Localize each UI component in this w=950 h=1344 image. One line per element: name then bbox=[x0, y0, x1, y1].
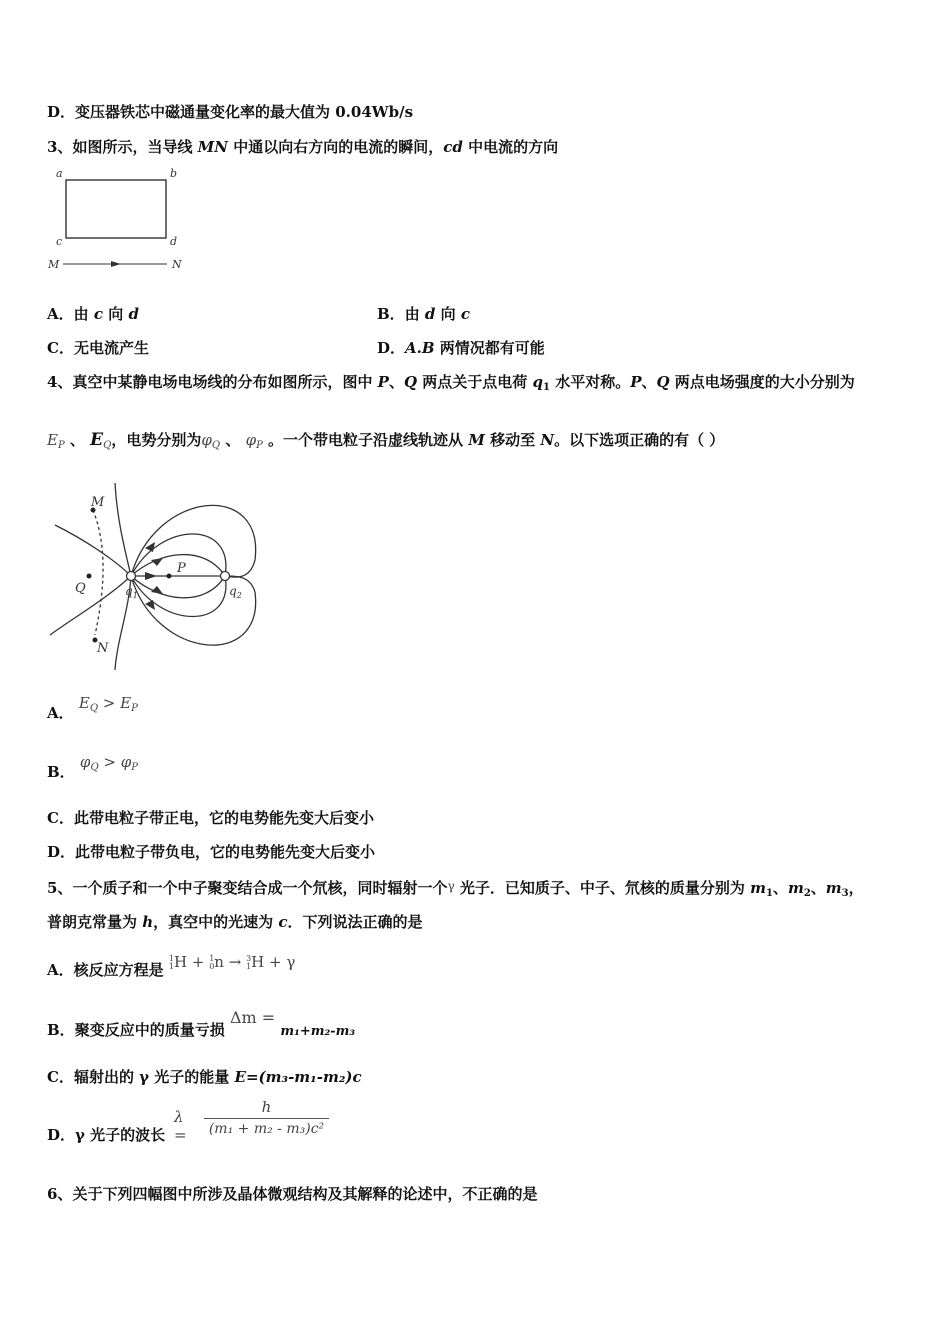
q4-label-q: Q bbox=[75, 581, 86, 596]
q4-stem-line2: $E_P$ 、 $E_Q$，电势分别为$\varphi_Q$ 、 $\varphi_P$ 。一个带电粒子沿虚线轨迹从 M 移动至 N。以下选项正确的有（ ） bbox=[47, 430, 725, 451]
q4-charge-q2 bbox=[221, 572, 230, 581]
q4-label-m: M bbox=[91, 495, 105, 510]
q3-label-n: N bbox=[172, 258, 182, 271]
q3-label-a: a bbox=[56, 167, 63, 180]
q4-field-figure bbox=[45, 480, 275, 675]
q3-option-d: D．A.B 两情况都有可能 bbox=[377, 339, 545, 357]
q4-point-p bbox=[167, 574, 172, 579]
q2-option-d: D．变压器铁芯中磁通量变化率的最大值为 0.04Wb/s bbox=[47, 103, 414, 121]
q3-current-arrow bbox=[111, 261, 121, 267]
q3-figure bbox=[45, 165, 195, 275]
q4-option-c: C．此带电粒子带正电，它的电势能先变大后变小 bbox=[47, 809, 374, 827]
q5-stem-line2: 普朗克常量为 h，真空中的光速为 c．下列说法正确的是 bbox=[47, 913, 423, 931]
q3-label-m: M bbox=[48, 258, 60, 271]
q3-option-b: B．由 d 向 c bbox=[377, 305, 471, 323]
q4-option-b: B． $\varphi_Q > \varphi_P$ bbox=[47, 753, 138, 781]
q3-loop bbox=[66, 180, 166, 238]
q4-label-p: P bbox=[177, 561, 186, 576]
q3-stem: 3、如图所示，当导线 MN 中通以向右方向的电流的瞬间，cd 中电流的方向 bbox=[47, 138, 559, 156]
q6-stem: 6、关于下列四幅图中所涉及晶体微观结构及其解释的论述中，不正确的是 bbox=[47, 1185, 538, 1203]
q3-option-c: C．无电流产生 bbox=[47, 339, 149, 357]
q4-label-q2: $q_2$ bbox=[229, 584, 242, 600]
q4-label-q1: $q_1$ bbox=[125, 584, 138, 600]
q4-point-q bbox=[87, 574, 92, 579]
q3-option-a: A．由 c 向 d bbox=[47, 305, 139, 323]
q5-option-d: D．γ 光子的波长 bbox=[47, 1126, 166, 1144]
q4-charge-q1 bbox=[127, 572, 136, 581]
q3-label-b: b bbox=[170, 167, 178, 180]
q5-option-c: C．辐射出的 γ 光子的能量 E=(m₃-m₁-m₂)c bbox=[47, 1068, 362, 1086]
q5-stem-line1: 5、一个质子和一个中子聚变结合成一个氘核，同时辐射一个$^\gamma$ 光子．已知质子、中子、氘核的质量分别为 $m_1$、$m_2$、$m_3$， bbox=[47, 879, 864, 899]
q4-stem-line1: 4、真空中某静电场电场线的分布如图所示，图中 P、Q 两点关于点电荷 $q_1$ 水平对称。P、Q 两点电场强度的大小分别为 bbox=[47, 373, 855, 393]
q5-option-b: B．聚变反应中的质量亏损 Δm = m₁+m₂-m₃ bbox=[47, 1008, 356, 1039]
q5-option-a: A．核反应方程是 1 1H + 1 0n → 3 1H + γ bbox=[47, 953, 296, 979]
q4-option-a: A． $E_Q > E_P$ bbox=[47, 694, 138, 722]
q4-option-d: D．此带电粒子带负电，它的电势能先变大后变小 bbox=[47, 843, 376, 861]
q3-label-d: d bbox=[170, 235, 178, 248]
q3-label-c: c bbox=[56, 235, 63, 248]
q4-label-n: N bbox=[97, 641, 109, 656]
